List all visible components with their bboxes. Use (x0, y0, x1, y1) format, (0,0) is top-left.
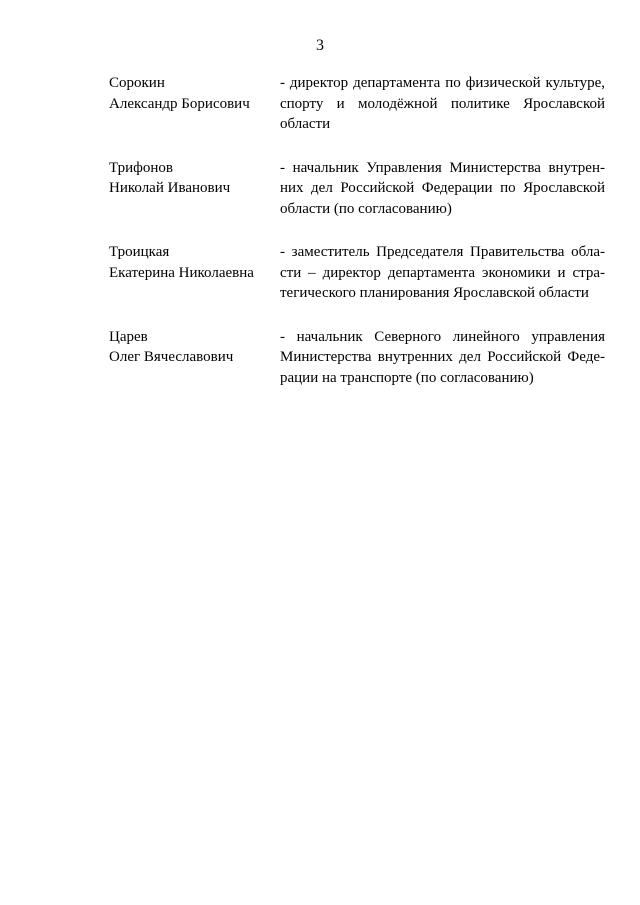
member-name (109, 327, 280, 389)
member-surname: Трифонов (109, 159, 173, 176)
member-given-names: Екатерина Николаевна (109, 264, 254, 281)
member-list (109, 73, 605, 411)
member-given-names: Александр Борисович (109, 95, 250, 112)
member-given-names: Олег Вячеславович (109, 349, 234, 365)
member-surname: Сорокин (109, 75, 165, 91)
member-position: - начальник Северного линейного управления Министерства внутренних дел Российской Федерации на транспорте (по согласованию) (280, 328, 605, 386)
member-position: - начальник Управления Министерства внутренних дел Российской Федерации по Ярославской области (по согласованию) (280, 159, 605, 217)
member-row (109, 158, 605, 220)
member-surname: Царев (109, 328, 148, 345)
member-given-names: Николай Иванович (109, 180, 231, 196)
member-row (109, 242, 605, 304)
member-name (109, 158, 280, 220)
member-row (109, 327, 605, 389)
page-number: 3 (316, 37, 324, 54)
member-name (109, 73, 280, 135)
member-position: - директор департамента по физической культуре, спорту и молодёжной политике Ярославской области (280, 75, 605, 132)
member-position: - заместитель Председателя Правительства области – директор департамента экономики и стратегического планирования Ярославской области (280, 244, 605, 301)
member-row (109, 73, 605, 135)
member-surname: Троицкая (109, 244, 170, 260)
member-name (109, 242, 280, 304)
